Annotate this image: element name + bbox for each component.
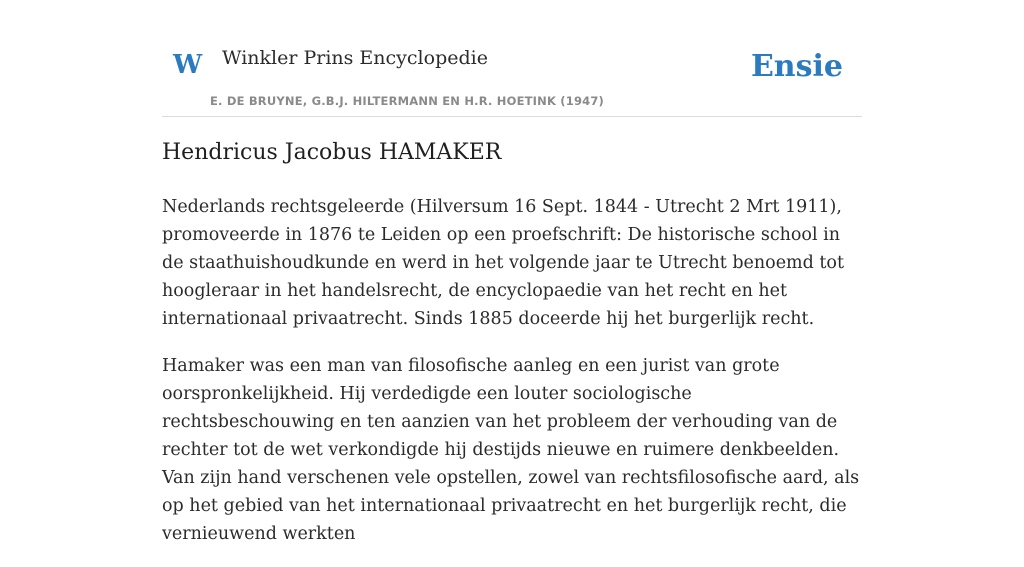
article-title: Hendricus Jacobus HAMAKER [162,140,502,165]
article-body [162,193,862,567]
article-paragraph: Nederlands rechtsgeleerde (Hilversum 16 Sept. 1844 - Utrecht 2 Mrt 1911), promoveerde in 1876 te Leiden op een proefschrift: De historische school in de staathuishoudkunde en werd in het volgende jaar te Utrecht benoemd tot hoogleraar in het handelsrecht, de encyclopaedie van het recht en het internationaal privaatrecht. Sinds 1885 doceerde hij het burgerlijk recht. [162,197,845,329]
article-paragraph: Hamaker was een man van filosofische aanleg en een jurist van grote oorspronkelijkheid. Hij verdedigde een louter sociologische rechtsbeschouwing en ten aanzien van het probleem der verhouding van de rechter tot de wet verkondigde hij destijds nieuwe en ruimere denkbeelden. Van zijn hand verschenen vele opstellen, zowel van rechtsfilosofische aard, als op het gebied van het internationaal privaatrecht en het burgerlijk recht, die vernieuwend werkten [162,356,860,544]
winkler-prins-logo[interactable]: W [173,50,203,80]
source-authors: E. DE BRUYNE, G.B.J. HILTERMANN EN H.R. HOETINK (1947) [210,94,605,108]
source-title[interactable]: Winkler Prins Encyclopedie [222,47,488,69]
ensie-brand-logo[interactable]: Ensie [750,49,843,84]
source-header [162,30,862,117]
